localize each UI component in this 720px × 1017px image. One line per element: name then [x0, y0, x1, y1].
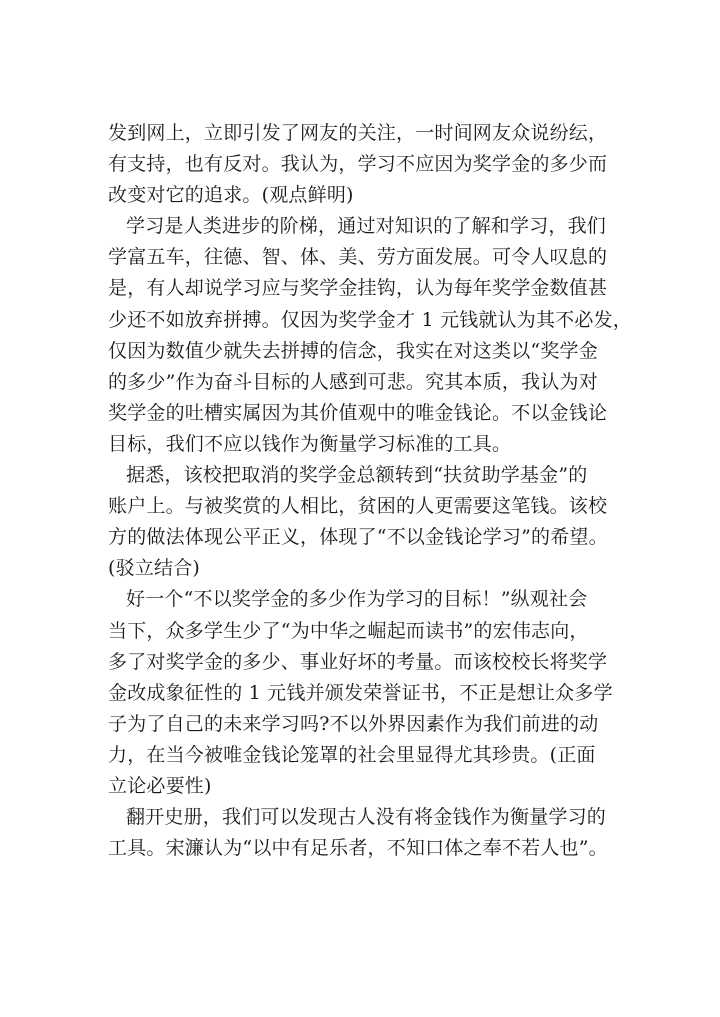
text-line: 有支持，也有反对。我认为，学习不应因为奖学金的多少而: [108, 153, 608, 176]
text-line: (驳立结合): [108, 557, 201, 580]
text-line: 据悉，该校把取消的奖学金总额转到“扶贫助学基金”的: [126, 464, 588, 487]
text-line: 多了对奖学金的多少、事业好坏的考量。而该校校长将奖学: [108, 650, 608, 673]
text-line: 发到网上，立即引发了网友的关注，一时间网友众说纷纭，: [108, 122, 608, 144]
text-line: 是，有人却说学习应与奖学金挂钩，认为每年奖学金数值甚: [108, 277, 608, 300]
text-line: 当下，众多学生少了“为中华之崛起而读书”的宏伟志向，: [108, 619, 589, 642]
text-line: 目标，我们不应以钱作为衡量学习标准的工具。: [108, 432, 512, 455]
text-line: 子为了自己的未来学习吗?不以外界因素作为我们前进的动: [108, 712, 599, 735]
text-line: 账户上。与被奖赏的人相比，贫困的人更需要这笔钱。该校: [108, 495, 608, 518]
text-line: 金改成象征性的 1 元钱并颁发荣誉证书，不正是想让众多学: [108, 681, 613, 704]
text-line: 方的做法体现公平正义，体现了“不以金钱论学习”的希望。: [108, 526, 608, 549]
text-line: 仅因为数值少就失去拼搏的信念，我实在对这类以“奖学金: [108, 339, 598, 362]
text-line: 学习是人类进步的阶梯，通过对知识的了解和学习，我们: [126, 215, 607, 238]
text-line: 力，在当今被唯金钱论笼罩的社会里显得尤其珍贵。(正面: [108, 743, 596, 766]
text-line: 立论必要性): [108, 774, 212, 797]
text-line: 翻开史册，我们可以发现古人没有将金钱作为衡量学习的: [126, 806, 607, 829]
essay-text-body: [108, 118, 632, 864]
text-line: 改变对它的追求。(观点鲜明): [108, 184, 354, 207]
text-line: 少还不如放弃拼搏。仅因为奖学金才 1 元钱就认为其不必发，: [108, 308, 632, 331]
text-line: 工具。宋濂认为“以中有足乐者，不知口体之奉不若人也”。: [108, 837, 608, 860]
text-line: 好一个“不以奖学金的多少作为学习的目标！”纵观社会: [126, 588, 588, 611]
text-line: 的多少”作为奋斗目标的人感到可悲。究其本质，我认为对: [108, 370, 598, 393]
text-line: 学富五车，往德、智、体、美、劳方面发展。可令人叹息的: [108, 246, 608, 269]
text-line: 奖学金的吐槽实属因为其价值观中的唯金钱论。不以金钱论: [108, 401, 608, 424]
